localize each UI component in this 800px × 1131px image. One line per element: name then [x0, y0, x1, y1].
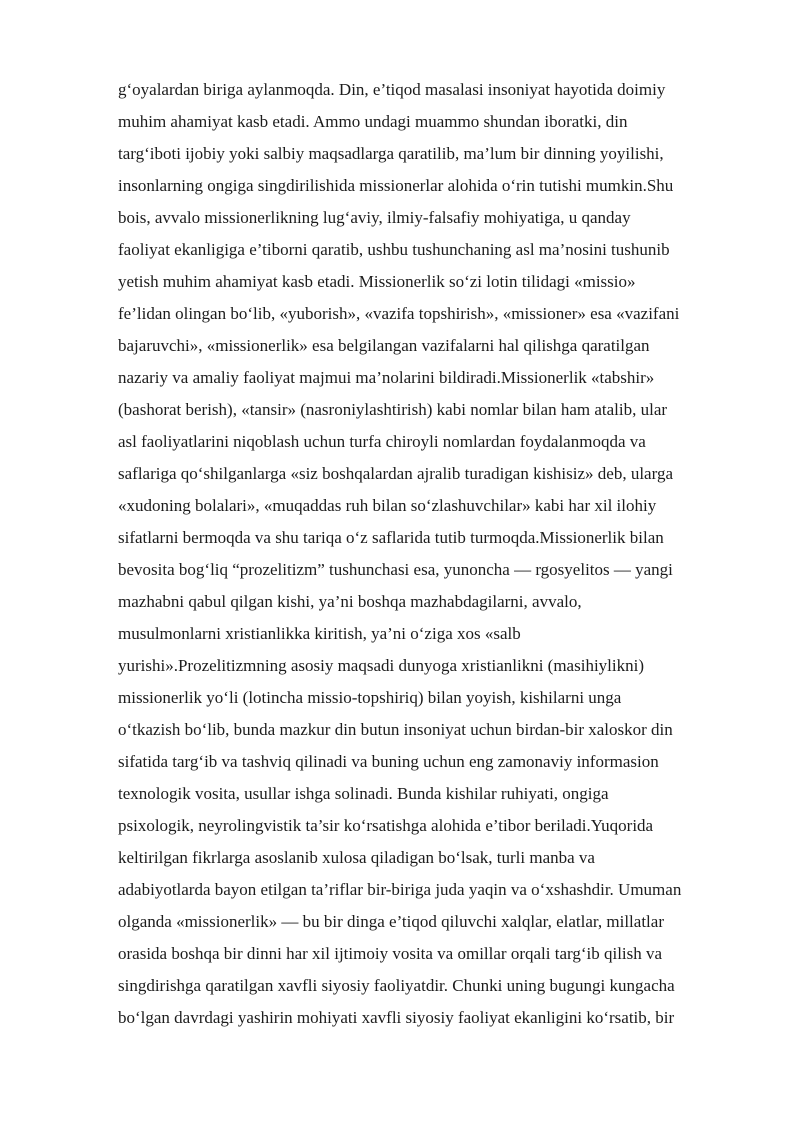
- text-line: sifatlarni bermoqda va shu tariqa o‘z saflarida tutib turmoqda.Missionerlik bilan: [118, 528, 664, 547]
- text-line: musulmonlarni xristianlikka kiritish, ya’ni o‘ziga xos «salb: [118, 624, 521, 643]
- text-line: keltirilgan fikrlarga asoslanib xulosa qiladigan bo‘lsak, turli manba va: [118, 848, 595, 867]
- text-line: psixologik, neyrolingvistik ta’sir ko‘rsatishga alohida e’tibor beriladi.Yuqorida: [118, 816, 654, 835]
- text-line: fe’lidan olingan bo‘lib, «yuborish», «vazifa topshirish», «missioner» esa «vazifani: [118, 304, 680, 323]
- text-line: bo‘lgan davrdagi yashirin mohiyati xavfli siyosiy faoliyat ekanligini ko‘rsatib, bir: [118, 1008, 675, 1027]
- text-line: (bashorat berish), «tansir» (nasroniylashtirish) kabi nomlar bilan ham atalib, ular: [118, 400, 668, 419]
- text-line: olganda «missionerlik» — bu bir dinga e’tiqod qiluvchi xalqlar, elatlar, millatlar: [118, 912, 664, 931]
- text-line: nazariy va amaliy faoliyat majmui ma’nolarini bildiradi.Missionerlik «tabshir»: [118, 368, 655, 387]
- text-line: yetish muhim ahamiyat kasb etadi. Missionerlik so‘zi lotin tilidagi «missio»: [118, 272, 636, 291]
- text-line: o‘tkazish bo‘lib, bunda mazkur din butun insoniyat uchun birdan-bir xaloskor din: [118, 720, 673, 739]
- text-line: asl faoliyatlarini niqoblash uchun turfa chiroyli nomlardan foydalanmoqda va: [118, 432, 646, 451]
- text-line: targ‘iboti ijobiy yoki salbiy maqsadlarga qaratilib, ma’lum bir dinning yoyilishi,: [118, 144, 664, 163]
- text-line: bois, avvalo missionerlikning lug‘aviy, ilmiy-falsafiy mohiyatiga, u qanday: [118, 208, 631, 227]
- text-line: g‘oyalardan biriga aylanmoqda. Din, e’tiqod masalasi insoniyat hayotida doimiy: [118, 80, 666, 99]
- text-line: saflariga qo‘shilganlarga «siz boshqalardan ajralib turadigan kishisiz» deb, ularga: [118, 464, 674, 483]
- text-line: texnologik vosita, usullar ishga solinadi. Bunda kishilar ruhiyati, ongiga: [118, 784, 609, 803]
- text-line: mazhabni qabul qilgan kishi, ya’ni boshqa mazhabdagilarni, avvalo,: [118, 592, 582, 611]
- text-line: «xudoning bolalari», «muqaddas ruh bilan so‘zlashuvchilar» kabi har xil ilohiy: [118, 496, 657, 515]
- text-line: singdirishga qaratilgan xavfli siyosiy faoliyatdir. Chunki uning bugungi kungacha: [118, 976, 675, 995]
- text-line: yurishi».Prozelitizmning asosiy maqsadi dunyoga xristianlikni (masihiylikni): [118, 656, 644, 675]
- text-line: missionerlik yo‘li (lotincha missio-topshiriq) bilan yoyish, kishilarni unga: [118, 688, 622, 707]
- text-line: faoliyat ekanligiga e’tiborni qaratib, ushbu tushunchaning asl ma’nosini tushunib: [118, 240, 670, 259]
- text-line: muhim ahamiyat kasb etadi. Ammo undagi muammo shundan iboratki, din: [118, 112, 628, 131]
- text-line: orasida boshqa bir dinni har xil ijtimoiy vosita va omillar orqali targ‘ib qilish va: [118, 944, 663, 963]
- body-text: [118, 74, 758, 1034]
- text-line: bajaruvchi», «missionerlik» esa belgilangan vazifalarni hal qilishga qaratilgan: [118, 336, 650, 355]
- text-line: insonlarning ongiga singdirilishida missionerlar alohida o‘rin tutishi mumkin.Shu: [118, 176, 674, 195]
- text-line: bevosita bog‘liq “prozelitizm” tushunchasi esa, yunoncha — rgosyelitos — yangi: [118, 560, 673, 579]
- text-line: adabiyotlarda bayon etilgan ta’riflar bir-biriga juda yaqin va o‘xshashdir. Umuman: [118, 880, 682, 899]
- text-line: sifatida targ‘ib va tashviq qilinadi va buning uchun eng zamonaviy informasion: [118, 752, 659, 771]
